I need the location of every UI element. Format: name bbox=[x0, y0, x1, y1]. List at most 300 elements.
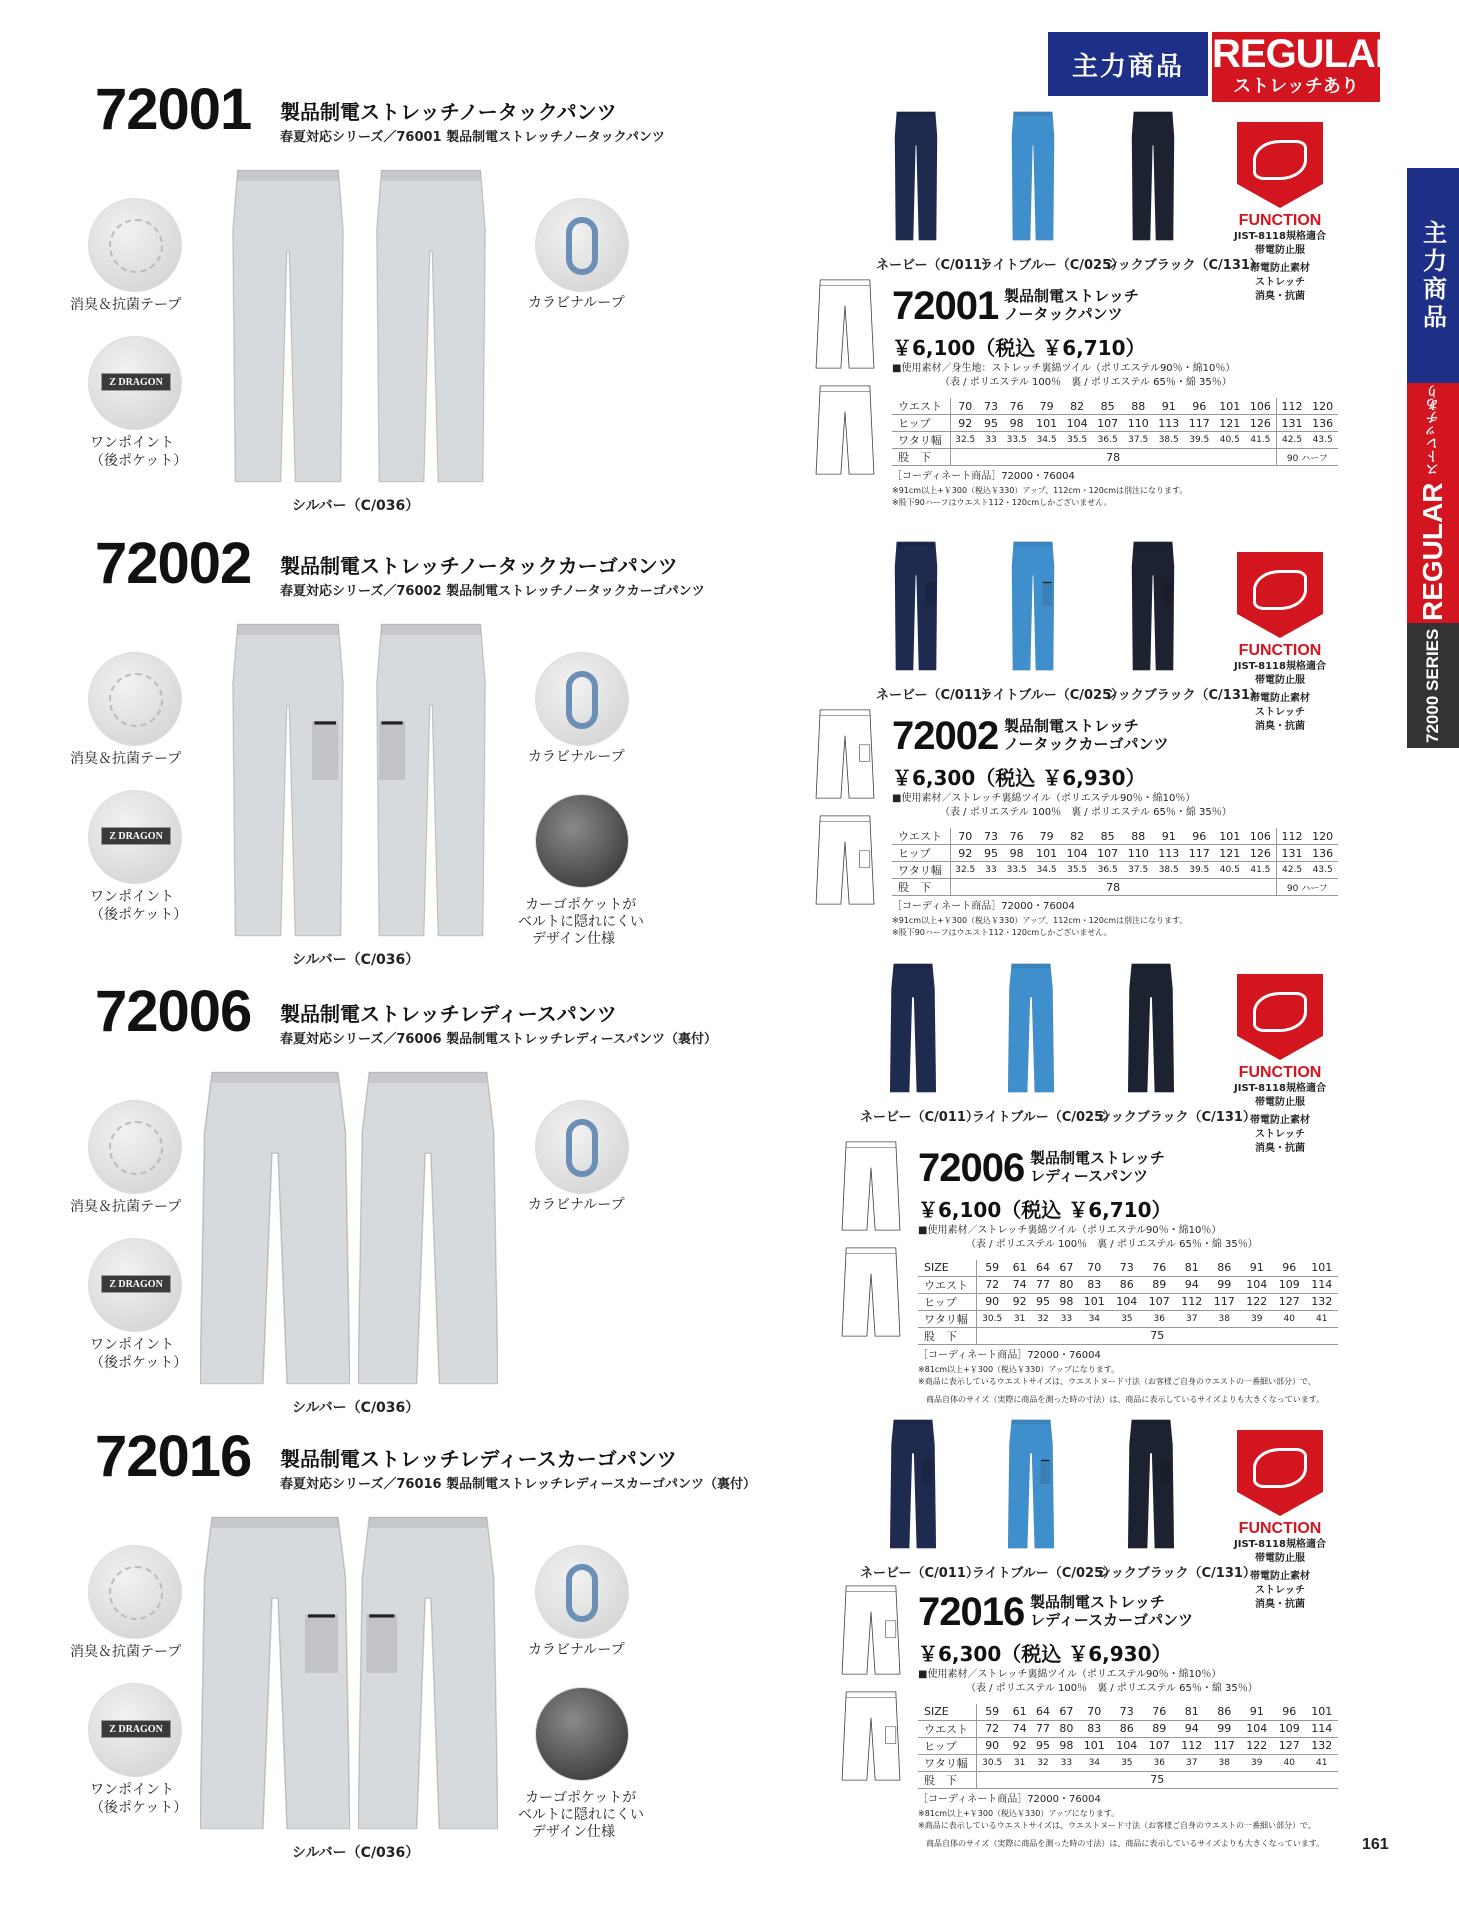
size-cell: 40.5 bbox=[1215, 432, 1246, 449]
size-cell: 98 bbox=[1055, 1293, 1078, 1310]
size-cell: 91 bbox=[1240, 1260, 1272, 1276]
size-table bbox=[918, 1260, 1338, 1345]
size-cell: 96 bbox=[1273, 1260, 1305, 1276]
size-cell: 74 bbox=[1008, 1720, 1031, 1737]
page-number: 161 bbox=[1362, 1836, 1389, 1853]
size-cell: 33 bbox=[980, 862, 1002, 879]
feature-carabiner-photo bbox=[535, 1100, 629, 1194]
spec-product-code: 72002 bbox=[892, 714, 999, 758]
size-cell: 104 bbox=[1240, 1720, 1272, 1737]
size-cell: 112 bbox=[1176, 1293, 1208, 1310]
size-cell: 131 bbox=[1276, 845, 1307, 862]
tape-icon bbox=[109, 673, 163, 727]
chic-black-pants-swatch[interactable] bbox=[1128, 962, 1174, 1098]
size-cell: 42.5 bbox=[1276, 862, 1307, 879]
dragon-logo-icon: Z DRAGON bbox=[101, 1720, 171, 1738]
size-note-2: ※股下90ハーフはウエスト112・120cmしかございません。 bbox=[892, 498, 1112, 507]
flat-sketch-front bbox=[840, 1140, 902, 1236]
function-line-3: 帯電防止素材 bbox=[1250, 263, 1310, 274]
size-cell: 76 bbox=[1143, 1704, 1175, 1720]
feature-carabiner-label: カラビナループ bbox=[528, 749, 625, 765]
function-title: FUNCTION bbox=[1238, 1520, 1322, 1537]
feature-tape-photo bbox=[88, 1100, 182, 1194]
size-row-header: ワタリ幅 bbox=[892, 432, 950, 449]
regular-badge-sub: ストレッチあり bbox=[1233, 76, 1359, 97]
size-cell: 114 bbox=[1305, 1276, 1338, 1293]
coordinate-note: ［コーディネート商品］72000・76004 bbox=[892, 471, 1075, 482]
size-cell: 43.5 bbox=[1307, 862, 1338, 879]
size-cell: 35.5 bbox=[1062, 862, 1093, 879]
size-row-hip bbox=[918, 1737, 1338, 1754]
light-blue-color-label: ライトブルー（C/025） bbox=[980, 688, 1125, 703]
function-line-5: 消臭・抗菌 bbox=[1255, 1143, 1305, 1154]
side-tab-main: 主力商品 bbox=[1407, 168, 1459, 383]
feature-carabiner-photo bbox=[535, 1545, 629, 1639]
size-cell: 36.5 bbox=[1092, 432, 1123, 449]
navy-color-label: ネービー（C/011） bbox=[876, 688, 995, 703]
feature-tape-label: 消臭＆抗菌テープ bbox=[70, 1199, 182, 1215]
size-cell: 107 bbox=[1143, 1737, 1175, 1754]
size-cell: 86 bbox=[1208, 1704, 1240, 1720]
function-line-2: 帯電防止服 bbox=[1255, 245, 1305, 256]
size-row-inseam bbox=[918, 1771, 1338, 1788]
feature-cargo-label-3: デザイン仕様 bbox=[532, 1824, 616, 1840]
size-cell: 39.5 bbox=[1184, 862, 1215, 879]
product-name: 製品制電ストレッチノータックパンツ bbox=[280, 100, 617, 124]
function-badge bbox=[1232, 122, 1328, 304]
size-cell: 38 bbox=[1208, 1310, 1240, 1327]
size-cell: 70 bbox=[950, 828, 980, 845]
spec-name-line-2: レディースパンツ bbox=[1030, 1167, 1149, 1185]
size-cell: 92 bbox=[950, 415, 980, 432]
size-note-2: ※商品に表示しているウエストサイズは、ウエストヌード寸法（お客様ご自身のウエストの一番細い部分）で、 bbox=[918, 1377, 1316, 1386]
feature-onepoint-label: ワンポイント bbox=[90, 1782, 174, 1798]
dragon-emblem-icon bbox=[1237, 974, 1323, 1060]
function-line-1: JIST-8118規格適合 bbox=[1234, 1083, 1326, 1094]
size-cell: 117 bbox=[1208, 1293, 1240, 1310]
size-cell: 41 bbox=[1305, 1310, 1338, 1327]
size-cell: 34.5 bbox=[1031, 862, 1062, 879]
size-cell: 34 bbox=[1078, 1754, 1110, 1771]
size-cell: 121 bbox=[1215, 845, 1246, 862]
product-series-note: 春夏対応シリーズ／76002 製品制電ストレッチノータックカーゴパンツ bbox=[280, 584, 705, 599]
feature-carabiner-label: カラビナループ bbox=[528, 1642, 625, 1658]
size-cell: 126 bbox=[1245, 845, 1276, 862]
function-line-4: ストレッチ bbox=[1255, 707, 1305, 718]
size-cell: 126 bbox=[1245, 415, 1276, 432]
function-line-4: ストレッチ bbox=[1255, 277, 1305, 288]
function-line-3: 帯電防止素材 bbox=[1250, 693, 1310, 704]
tape-icon bbox=[109, 219, 163, 273]
side-tab-stretch-text: ストレッチあり bbox=[1425, 385, 1441, 477]
size-row-waist bbox=[918, 1720, 1338, 1737]
material-line-2: （表 / ポリエステル 100％ 裏 / ポリエステル 65％・綿 35％） bbox=[940, 377, 1232, 388]
feature-cargo-label-1: カーゴポケットが bbox=[525, 1790, 637, 1806]
feature-onepoint-label-2: （後ポケット） bbox=[90, 1355, 188, 1371]
inseam-half-cell: 90 ハーフ bbox=[1276, 879, 1338, 896]
size-cell: 32 bbox=[1031, 1754, 1054, 1771]
price: ￥6,300（税込 ￥6,930） bbox=[892, 766, 1146, 790]
silver-color-label: シルバー（C/036） bbox=[292, 1400, 420, 1416]
size-row-size bbox=[918, 1704, 1338, 1720]
size-cell: 76 bbox=[1143, 1260, 1175, 1276]
size-cell: 96 bbox=[1273, 1704, 1305, 1720]
chic-black-color-label: シックブラック（C/131） bbox=[1105, 688, 1263, 703]
feature-dragon-photo bbox=[88, 336, 182, 430]
size-row-header: 股 下 bbox=[918, 1771, 976, 1788]
pants-front-photo bbox=[200, 1068, 350, 1388]
flat-sketch-back bbox=[814, 384, 876, 480]
main-product-badge: 主力商品 bbox=[1048, 32, 1208, 96]
size-row-hip bbox=[918, 1293, 1338, 1310]
size-row-header: ヒップ bbox=[892, 415, 950, 432]
size-cell: 32.5 bbox=[950, 432, 980, 449]
feature-tape-photo bbox=[88, 198, 182, 292]
product-series-note: 春夏対応シリーズ／76001 製品制電ストレッチノータックパンツ bbox=[280, 130, 665, 145]
feature-tape-label: 消臭＆抗菌テープ bbox=[70, 297, 182, 313]
size-row-inseam bbox=[892, 879, 1338, 896]
feature-tape-photo bbox=[88, 1545, 182, 1639]
feature-cargo-label-1: カーゴポケットが bbox=[525, 897, 637, 913]
size-note-1: ※81cm以上+￥300（税込￥330）アップになります。 bbox=[918, 1365, 1120, 1374]
size-cell: 122 bbox=[1240, 1293, 1272, 1310]
size-cell: 83 bbox=[1078, 1720, 1110, 1737]
spec-name-line-2: ノータックカーゴパンツ bbox=[1004, 735, 1169, 753]
pants-back-photo bbox=[358, 1513, 498, 1833]
feature-tape-photo bbox=[88, 652, 182, 746]
size-cell: 132 bbox=[1305, 1737, 1338, 1754]
size-cell: 132 bbox=[1305, 1293, 1338, 1310]
feature-cargo-photo bbox=[535, 794, 629, 888]
size-row-header: 股 下 bbox=[892, 449, 950, 466]
size-table bbox=[918, 1704, 1338, 1789]
inseam-cell: 78 bbox=[950, 449, 1276, 466]
size-cell: 67 bbox=[1055, 1704, 1078, 1720]
size-cell: 112 bbox=[1276, 398, 1307, 415]
feature-dragon-photo bbox=[88, 1238, 182, 1332]
size-row-header: ヒップ bbox=[892, 845, 950, 862]
size-cell: 77 bbox=[1031, 1276, 1054, 1293]
size-row-header: ヒップ bbox=[918, 1293, 976, 1310]
size-cell: 40 bbox=[1273, 1754, 1305, 1771]
navy-pants-swatch[interactable] bbox=[890, 1418, 936, 1554]
carabiner-icon bbox=[566, 1564, 598, 1622]
inseam-cell: 75 bbox=[976, 1771, 1338, 1788]
function-line-1: JIST-8118規格適合 bbox=[1234, 661, 1326, 672]
function-line-3: 帯電防止素材 bbox=[1250, 1571, 1310, 1582]
size-cell: 104 bbox=[1111, 1293, 1143, 1310]
product-series-note: 春夏対応シリーズ／76006 製品制電ストレッチレディースパンツ（裏付） bbox=[280, 1032, 718, 1047]
size-row-size bbox=[918, 1260, 1338, 1276]
feature-carabiner-photo bbox=[535, 652, 629, 746]
size-cell: 117 bbox=[1184, 845, 1215, 862]
size-cell: 91 bbox=[1240, 1704, 1272, 1720]
dragon-emblem-icon bbox=[1237, 1430, 1323, 1516]
size-cell: 110 bbox=[1123, 845, 1154, 862]
chic-black-pants-swatch[interactable] bbox=[1130, 110, 1176, 246]
flat-sketch-front bbox=[814, 278, 876, 374]
size-cell: 83 bbox=[1078, 1276, 1110, 1293]
size-row-header: 股 下 bbox=[918, 1327, 976, 1344]
size-cell: 34.5 bbox=[1031, 432, 1062, 449]
regular-badge bbox=[1212, 32, 1403, 102]
size-cell: 101 bbox=[1215, 398, 1246, 415]
size-cell: 37.5 bbox=[1123, 862, 1154, 879]
size-cell: 127 bbox=[1273, 1293, 1305, 1310]
size-cell: 104 bbox=[1062, 415, 1093, 432]
function-line-5: 消臭・抗菌 bbox=[1255, 721, 1305, 732]
spec-name-line-1: 製品制電ストレッチ bbox=[1004, 717, 1139, 735]
feature-cargo-label-2: ベルトに隠れにくい bbox=[518, 1807, 644, 1823]
size-cell: 112 bbox=[1276, 828, 1307, 845]
size-cell: 107 bbox=[1092, 845, 1123, 862]
function-badge bbox=[1232, 1430, 1328, 1612]
inseam-cell: 78 bbox=[950, 879, 1276, 896]
silver-color-label: シルバー（C/036） bbox=[292, 498, 420, 514]
size-row-hip bbox=[892, 845, 1338, 862]
navy-color-label: ネービー（C/011） bbox=[876, 258, 995, 273]
size-cell: 80 bbox=[1055, 1276, 1078, 1293]
size-cell: 61 bbox=[1008, 1260, 1031, 1276]
size-note-2: ※股下90ハーフはウエスト112・120cmしかございません。 bbox=[892, 928, 1112, 937]
function-line-2: 帯電防止服 bbox=[1255, 1097, 1305, 1108]
size-note-1: ※91cm以上+￥300（税込￥330）アップ、112cm・120cmは別注になります。 bbox=[892, 486, 1188, 495]
size-cell: 101 bbox=[1078, 1737, 1110, 1754]
size-row-header: SIZE bbox=[918, 1260, 976, 1276]
size-cell: 95 bbox=[1031, 1293, 1054, 1310]
size-cell: 90 bbox=[976, 1293, 1008, 1310]
function-badge bbox=[1232, 974, 1328, 1156]
size-cell: 74 bbox=[1008, 1276, 1031, 1293]
feature-onepoint-label: ワンポイント bbox=[90, 889, 174, 905]
size-cell: 110 bbox=[1123, 415, 1154, 432]
size-cell: 101 bbox=[1031, 845, 1062, 862]
size-cell: 101 bbox=[1305, 1704, 1338, 1720]
coordinate-note: ［コーディネート商品］72000・76004 bbox=[918, 1794, 1101, 1805]
size-cell: 73 bbox=[1111, 1260, 1143, 1276]
material-line-2: （表 / ポリエステル 100％ 裏 / ポリエステル 65％・綿 35％） bbox=[966, 1683, 1258, 1694]
size-cell: 101 bbox=[1215, 828, 1246, 845]
silver-color-label: シルバー（C/036） bbox=[292, 1845, 420, 1861]
size-cell: 61 bbox=[1008, 1704, 1031, 1720]
size-cell: 91 bbox=[1153, 828, 1184, 845]
side-tab-series: 72000 SERIES bbox=[1407, 623, 1459, 748]
size-row-thigh bbox=[918, 1310, 1338, 1327]
size-cell: 38.5 bbox=[1153, 432, 1184, 449]
size-row-waist bbox=[892, 398, 1338, 415]
size-note-1: ※81cm以上+￥300（税込￥330）アップになります。 bbox=[918, 1809, 1120, 1818]
size-cell: 36 bbox=[1143, 1754, 1175, 1771]
product-name: 製品制電ストレッチレディースカーゴパンツ bbox=[280, 1447, 677, 1471]
inseam-half-cell: 90 ハーフ bbox=[1276, 449, 1338, 466]
size-cell: 64 bbox=[1031, 1260, 1054, 1276]
navy-pants-swatch[interactable] bbox=[890, 962, 936, 1098]
size-cell: 121 bbox=[1215, 415, 1246, 432]
carabiner-icon bbox=[566, 1119, 598, 1177]
flat-sketch-back bbox=[840, 1246, 902, 1342]
feature-cargo-photo bbox=[535, 1687, 629, 1781]
spec-name-line-1: 製品制電ストレッチ bbox=[1030, 1149, 1165, 1167]
feature-onepoint-label-2: （後ポケット） bbox=[90, 1800, 188, 1816]
size-note-3: 商品自体のサイズ（実際に商品を測った時の寸法）は、商品に表示しているサイズよりも大きくなっています。 bbox=[926, 1395, 1325, 1404]
size-cell: 41.5 bbox=[1245, 432, 1276, 449]
pants-front-photo bbox=[228, 620, 348, 940]
size-row-waist bbox=[892, 828, 1338, 845]
size-cell: 90 bbox=[976, 1737, 1008, 1754]
size-cell: 76 bbox=[1002, 398, 1031, 415]
size-cell: 86 bbox=[1111, 1276, 1143, 1293]
size-cell: 82 bbox=[1062, 398, 1093, 415]
material-line-1: ■使用素材／ストレッチ裏綿ツイル（ポリエステル90％・綿10％） bbox=[918, 1225, 1222, 1236]
size-cell: 36 bbox=[1143, 1310, 1175, 1327]
size-cell: 77 bbox=[1031, 1720, 1054, 1737]
function-line-1: JIST-8118規格適合 bbox=[1234, 1539, 1326, 1550]
size-cell: 81 bbox=[1176, 1260, 1208, 1276]
size-cell: 35 bbox=[1111, 1754, 1143, 1771]
size-cell: 82 bbox=[1062, 828, 1093, 845]
spec-product-code: 72016 bbox=[918, 1590, 1025, 1634]
size-cell: 89 bbox=[1143, 1720, 1175, 1737]
carabiner-icon bbox=[566, 671, 598, 729]
size-cell: 117 bbox=[1184, 415, 1215, 432]
chic-black-pants-swatch[interactable] bbox=[1130, 540, 1176, 676]
pants-front-photo bbox=[228, 166, 348, 486]
function-title: FUNCTION bbox=[1238, 1064, 1322, 1081]
size-cell: 109 bbox=[1273, 1276, 1305, 1293]
function-line-1: JIST-8118規格適合 bbox=[1234, 231, 1326, 242]
size-cell: 107 bbox=[1092, 415, 1123, 432]
tape-icon bbox=[109, 1566, 163, 1620]
coordinate-note: ［コーディネート商品］72000・76004 bbox=[918, 1350, 1101, 1361]
size-cell: 35.5 bbox=[1062, 432, 1093, 449]
light-blue-color-label: ライトブルー（C/025） bbox=[972, 1566, 1117, 1581]
size-cell: 59 bbox=[976, 1260, 1008, 1276]
size-cell: 70 bbox=[950, 398, 980, 415]
feature-tape-label: 消臭＆抗菌テープ bbox=[70, 1644, 182, 1660]
size-cell: 86 bbox=[1111, 1720, 1143, 1737]
function-line-2: 帯電防止服 bbox=[1255, 675, 1305, 686]
size-cell: 106 bbox=[1245, 828, 1276, 845]
size-cell: 86 bbox=[1208, 1260, 1240, 1276]
light-blue-pants-swatch[interactable] bbox=[1008, 962, 1054, 1098]
size-cell: 94 bbox=[1176, 1720, 1208, 1737]
size-cell: 36.5 bbox=[1092, 862, 1123, 879]
size-note-2: ※商品に表示しているウエストサイズは、ウエストヌード寸法（お客様ご自身のウエストの一番細い部分）で、 bbox=[918, 1821, 1316, 1830]
size-cell: 120 bbox=[1307, 828, 1338, 845]
tape-icon bbox=[109, 1121, 163, 1175]
side-tab-regular bbox=[1407, 383, 1459, 623]
size-cell: 41 bbox=[1305, 1754, 1338, 1771]
product-name: 製品制電ストレッチノータックカーゴパンツ bbox=[280, 554, 678, 578]
product-code: 72001 bbox=[95, 77, 252, 142]
feature-dragon-photo bbox=[88, 790, 182, 884]
size-cell: 98 bbox=[1055, 1737, 1078, 1754]
material-line-1: ■使用素材／身生地：ストレッチ裏綿ツイル（ポリエステル90％・綿10％） bbox=[892, 363, 1236, 374]
size-cell: 39.5 bbox=[1184, 432, 1215, 449]
size-cell: 85 bbox=[1092, 828, 1123, 845]
function-line-3: 帯電防止素材 bbox=[1250, 1115, 1310, 1126]
size-cell: 39 bbox=[1240, 1310, 1272, 1327]
size-cell: 70 bbox=[1078, 1704, 1110, 1720]
size-cell: 95 bbox=[980, 415, 1002, 432]
size-cell: 127 bbox=[1273, 1737, 1305, 1754]
size-cell: 120 bbox=[1307, 398, 1338, 415]
size-row-inseam bbox=[892, 449, 1338, 466]
navy-pants-swatch[interactable] bbox=[893, 540, 939, 676]
feature-onepoint-label: ワンポイント bbox=[90, 435, 174, 451]
size-cell: 64 bbox=[1031, 1704, 1054, 1720]
navy-pants-swatch[interactable] bbox=[893, 110, 939, 246]
size-row-header: ワタリ幅 bbox=[918, 1754, 976, 1771]
spec-name-line-2: レディースカーゴパンツ bbox=[1030, 1611, 1194, 1629]
size-cell: 33 bbox=[980, 432, 1002, 449]
size-cell: 104 bbox=[1111, 1737, 1143, 1754]
function-line-5: 消臭・抗菌 bbox=[1255, 291, 1305, 302]
size-cell: 88 bbox=[1123, 398, 1154, 415]
size-cell: 59 bbox=[976, 1704, 1008, 1720]
size-cell: 40.5 bbox=[1215, 862, 1246, 879]
pants-back-photo bbox=[358, 1068, 498, 1388]
size-cell: 38 bbox=[1208, 1754, 1240, 1771]
size-cell: 85 bbox=[1092, 398, 1123, 415]
feature-onepoint-label-2: （後ポケット） bbox=[90, 453, 188, 469]
size-cell: 73 bbox=[980, 828, 1002, 845]
size-cell: 80 bbox=[1055, 1720, 1078, 1737]
size-cell: 73 bbox=[980, 398, 1002, 415]
light-blue-pants-swatch[interactable] bbox=[1008, 1418, 1054, 1554]
size-cell: 136 bbox=[1307, 845, 1338, 862]
size-cell: 37 bbox=[1176, 1754, 1208, 1771]
size-cell: 94 bbox=[1176, 1276, 1208, 1293]
feature-onepoint-label: ワンポイント bbox=[90, 1337, 174, 1353]
size-cell: 32 bbox=[1031, 1310, 1054, 1327]
size-cell: 79 bbox=[1031, 828, 1062, 845]
feature-carabiner-photo bbox=[535, 198, 629, 292]
function-title: FUNCTION bbox=[1238, 212, 1322, 229]
size-row-header: ウエスト bbox=[892, 828, 950, 845]
size-cell: 99 bbox=[1208, 1276, 1240, 1293]
spec-name-line-1: 製品制電ストレッチ bbox=[1004, 287, 1139, 305]
size-cell: 96 bbox=[1184, 828, 1215, 845]
flat-sketch-front bbox=[814, 708, 876, 804]
size-cell: 33 bbox=[1055, 1754, 1078, 1771]
size-cell: 96 bbox=[1184, 398, 1215, 415]
spec-product-code: 72001 bbox=[892, 284, 999, 328]
dragon-logo-icon: Z DRAGON bbox=[101, 373, 171, 391]
dragon-logo-icon: Z DRAGON bbox=[101, 827, 171, 845]
feature-carabiner-label: カラビナループ bbox=[528, 295, 625, 311]
light-blue-color-label: ライトブルー（C/025） bbox=[972, 1110, 1117, 1125]
light-blue-pants-swatch[interactable] bbox=[1010, 110, 1056, 246]
size-cell: 40 bbox=[1273, 1310, 1305, 1327]
size-cell: 33 bbox=[1055, 1310, 1078, 1327]
size-cell: 104 bbox=[1240, 1276, 1272, 1293]
navy-color-label: ネービー（C/011） bbox=[860, 1110, 979, 1125]
feature-dragon-photo bbox=[88, 1683, 182, 1777]
size-cell: 32.5 bbox=[950, 862, 980, 879]
chic-black-pants-swatch[interactable] bbox=[1128, 1418, 1174, 1554]
flat-sketch-back bbox=[840, 1690, 902, 1786]
light-blue-pants-swatch[interactable] bbox=[1010, 540, 1056, 676]
product-code: 72002 bbox=[95, 531, 252, 596]
side-index-tab[interactable] bbox=[1407, 168, 1459, 748]
dragon-logo-icon: Z DRAGON bbox=[101, 1275, 171, 1293]
size-cell: 31 bbox=[1008, 1310, 1031, 1327]
function-title: FUNCTION bbox=[1238, 642, 1322, 659]
function-line-2: 帯電防止服 bbox=[1255, 1553, 1305, 1564]
size-cell: 122 bbox=[1240, 1737, 1272, 1754]
material-line-1: ■使用素材／ストレッチ裏綿ツイル（ポリエステル90％・綿10％） bbox=[918, 1669, 1222, 1680]
